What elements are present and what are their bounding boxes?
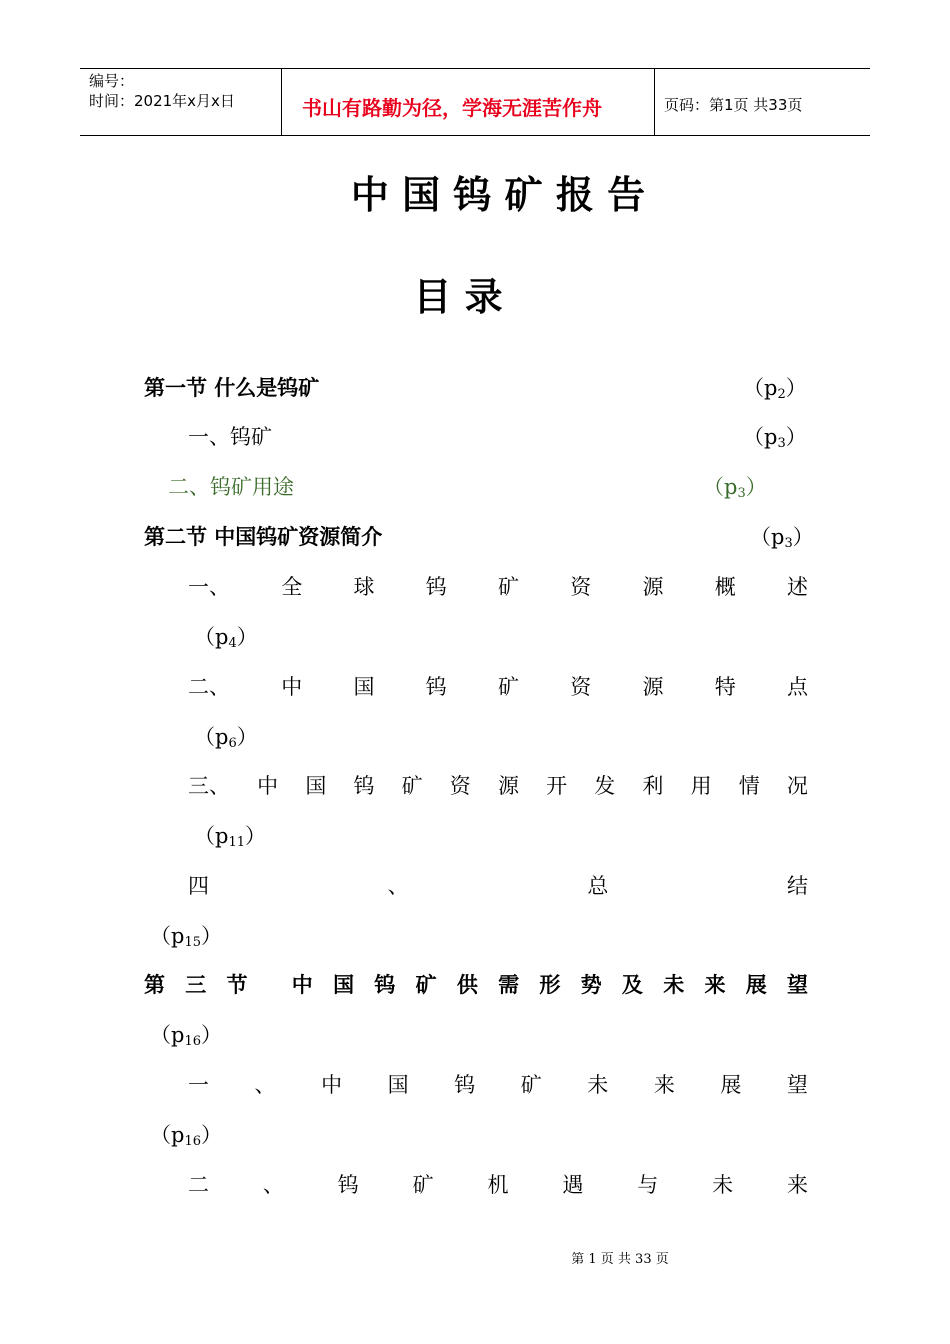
toc-char: 未 [712, 1173, 734, 1197]
header-top-rule [80, 68, 870, 69]
toc-item-2-1-page: $(p_4)$ [194, 625, 258, 651]
toc-char: 球 [353, 575, 375, 599]
toc-section-1-page: $(p_2)$ [743, 376, 807, 402]
toc-char: 开 [546, 774, 568, 798]
toc-item-2-2[interactable] [188, 671, 808, 701]
toc-char: 二 [188, 1173, 209, 1197]
toc-char: 国 [353, 675, 375, 699]
toc-section-1[interactable]: 第一节 什么是钨矿 [144, 376, 320, 400]
toc-char: 来 [787, 1173, 808, 1197]
toc-section-3[interactable] [144, 969, 808, 999]
toc-char: 钨 [353, 774, 375, 798]
toc-char: 望 [786, 1073, 808, 1097]
toc-char: 、 [387, 874, 409, 898]
toc-item-2-1[interactable] [188, 571, 808, 601]
toc-char: 矿 [520, 1073, 542, 1097]
toc-char: 、 [262, 1173, 284, 1197]
toc-char: 四 [188, 874, 209, 898]
toc-char: 源 [642, 575, 664, 599]
toc-char: 用 [690, 774, 712, 798]
toc-item-1-1[interactable]: 一、钨矿 [188, 425, 272, 449]
toc-char: 国 [387, 1073, 409, 1097]
toc-char: 来 [653, 1073, 675, 1097]
toc-char: 与 [637, 1173, 659, 1197]
header-divider-1 [281, 68, 282, 135]
toc-char: 钨 [337, 1173, 359, 1197]
toc-char: 中 [257, 774, 279, 798]
toc-char: 未 [587, 1073, 609, 1097]
time-label: 时间：2021年x月x日 [89, 92, 235, 110]
toc-char: 三 [185, 973, 207, 997]
toc-char: 展 [745, 973, 767, 997]
toc-char: 概 [714, 575, 736, 599]
document-title: 中 国 钨 矿 报 告 [350, 173, 646, 217]
toc-char: 需 [498, 973, 520, 997]
toc-char: 情 [738, 774, 760, 798]
toc-char: 中 [321, 1073, 343, 1097]
toc-char: 遇 [562, 1173, 584, 1197]
toc-char: 国 [305, 774, 327, 798]
toc-item-2-3[interactable] [188, 770, 808, 800]
toc-char: 述 [787, 575, 808, 599]
toc-section-3-page: $(p_{16})$ [150, 1023, 222, 1049]
toc-char: 来 [704, 973, 726, 997]
toc-item-2-2-page: $(p_6)$ [194, 725, 258, 751]
toc-char: 结 [786, 874, 808, 898]
header-divider-2 [654, 68, 655, 135]
toc-item-1-2-page: $(p_3)$ [703, 475, 767, 501]
toc-item-3-1-page: $(p_{16})$ [150, 1123, 222, 1149]
toc-char: 钨 [374, 973, 396, 997]
page-info: 页码：第1页 共33页 [664, 96, 803, 114]
toc-char: 点 [787, 675, 808, 699]
toc-char: 形 [539, 973, 561, 997]
toc-char: 国 [333, 973, 355, 997]
toc-char: 资 [449, 774, 471, 798]
toc-char: 、 [254, 1073, 276, 1097]
toc-char: 展 [720, 1073, 742, 1097]
toc-item-2-4[interactable] [188, 870, 808, 900]
page-footer: 第 1 页 共 33 页 [571, 1252, 669, 1267]
toc-char: 机 [487, 1173, 509, 1197]
toc-char: 源 [642, 675, 664, 699]
toc-char: 第 [144, 973, 165, 997]
serial-label: 编号： [89, 72, 135, 90]
toc-char: 钨 [425, 675, 447, 699]
toc-char: 二、 [188, 675, 230, 699]
toc-item-2-3-page: $(p_{11})$ [194, 824, 266, 850]
toc-char: 源 [497, 774, 519, 798]
motto: 书山有路勤为径，学海无涯苦作舟 [302, 96, 602, 120]
toc-item-3-1[interactable] [188, 1069, 808, 1099]
toc-char: 节 [226, 973, 248, 997]
toc-char: 总 [587, 874, 609, 898]
toc-char: 三、 [188, 774, 230, 798]
toc-char: 望 [786, 973, 808, 997]
toc-char: 未 [663, 973, 685, 997]
toc-char: 资 [570, 675, 592, 699]
toc-char: 中 [291, 973, 313, 997]
toc-char: 矿 [401, 774, 423, 798]
toc-char: 况 [786, 774, 808, 798]
toc-item-3-2[interactable] [188, 1169, 808, 1199]
toc-item-1-1-page: $(p_3)$ [743, 425, 807, 451]
toc-char: 势 [580, 973, 602, 997]
toc-char: 及 [621, 973, 643, 997]
toc-item-2-4-page: $(p_{15})$ [150, 924, 222, 950]
toc-char: 特 [714, 675, 736, 699]
header-bottom-rule [80, 135, 870, 136]
toc-char: 中 [281, 675, 303, 699]
toc-section-2-page: $(p_3)$ [750, 525, 814, 551]
toc-char: 供 [456, 973, 478, 997]
toc-char: 全 [281, 575, 303, 599]
toc-char: 发 [594, 774, 616, 798]
toc-char: 资 [570, 575, 592, 599]
toc-char: 利 [642, 774, 664, 798]
toc-item-1-2[interactable]: 二、钨矿用途 [168, 475, 294, 499]
toc-char: 钨 [425, 575, 447, 599]
toc-section-2[interactable]: 第二节 中国钨矿资源简介 [144, 525, 383, 549]
toc-char: 钨 [454, 1073, 476, 1097]
toc-title: 目 录 [413, 275, 503, 319]
toc-char: 矿 [412, 1173, 434, 1197]
toc-char: 矿 [498, 575, 519, 599]
toc-char: 一、 [188, 575, 230, 599]
toc-char: 矿 [415, 973, 437, 997]
toc-char: 一 [188, 1073, 209, 1097]
toc-char: 矿 [498, 675, 519, 699]
